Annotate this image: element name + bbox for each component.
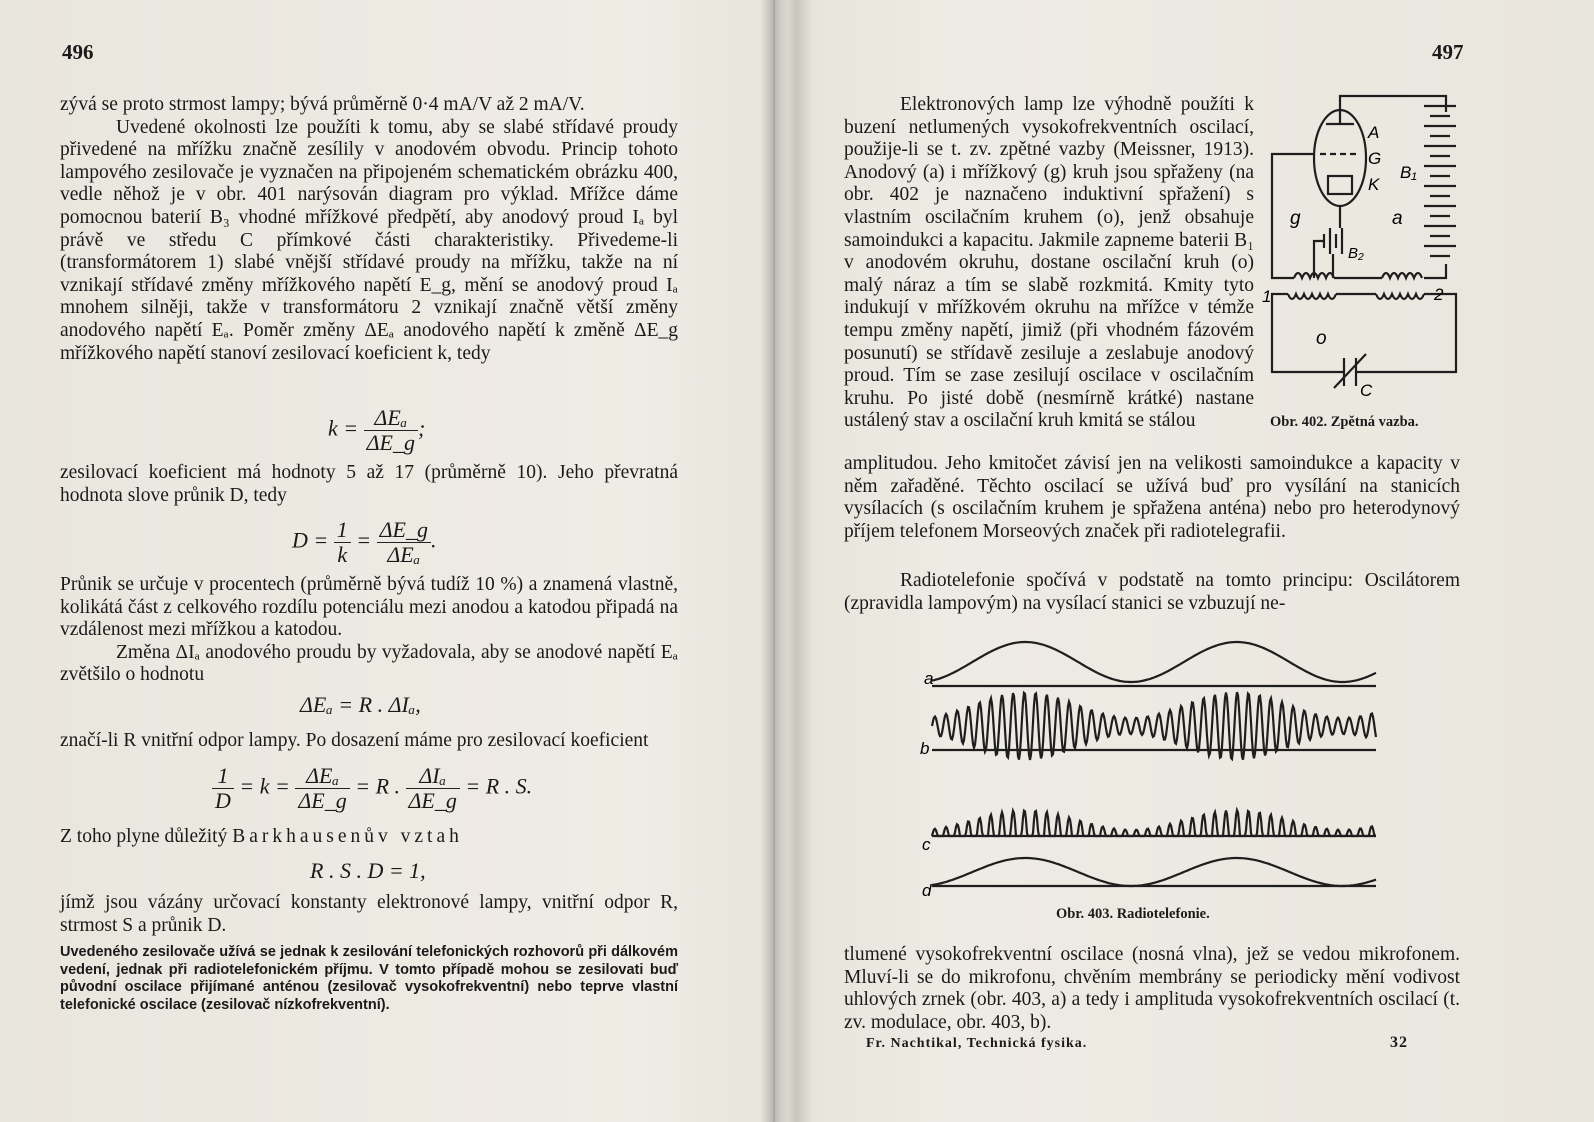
book-gutter bbox=[760, 0, 788, 1122]
footer-sheet-number: 32 bbox=[1390, 1034, 1408, 1051]
label-o: o bbox=[1316, 328, 1327, 349]
wave-label-d: d bbox=[922, 881, 932, 900]
label-a: a bbox=[1392, 208, 1403, 229]
wave-label-a: a bbox=[924, 669, 934, 688]
figure-402-circuit bbox=[1264, 88, 1464, 404]
right-page bbox=[788, 0, 1594, 1122]
label-A: A bbox=[1368, 123, 1380, 142]
right-para-3: tlumené vysokofrekventní oscilace (nosná vlna), jež se vedou mikrofonem. Mluví-li se do mikrofonu, chvěním membrány se periodicky mění vodivost uhlových zrnek (obr. 403, a) a tedy i amplituda vysokofrekventních oscilací (t. zv. modulace, obr. 403, b). bbox=[844, 944, 1460, 1033]
formula-D: D = $\frac{1}{k}$ = $\frac{\Delta E\_g}{\text{ΔEₐ}}$ . bbox=[292, 517, 437, 567]
figure-402-caption: Obr. 402. Zpětná vazba. bbox=[1270, 414, 1419, 430]
left-para-1: zývá se proto strmost lampy; bývá průměrně 0·4 mA/V až 2 mA/V. bbox=[60, 94, 585, 115]
label-C: C bbox=[1360, 381, 1373, 400]
formula-delta-E: ΔEₐ = R . ΔIₐ, bbox=[300, 692, 421, 717]
page-number-right: 497 bbox=[1432, 40, 1464, 64]
right-para-1-cont: amplitudou. Jeho kmitočet závisí jen na velikosti samoindukce a kapacity v něm zařaděné. Těchto oscilací se užívá buď pro vysílání na stanicích vysílacích (s oscilačním kruhem je spřažena anténa) nebo pro heterodynový příjem telefonem Morseových značek při radiotelegrafii. bbox=[844, 453, 1460, 542]
left-para-8: jímž jsou vázány určovací konstanty elektronové lampy, vnitřní odpor R, strmost S a průnik D. bbox=[60, 892, 678, 936]
left-para-2: Uvedené okolnosti lze použíti k tomu, aby se slabé střídavé proudy přivedené na mřížku značně zesílily v anodovém obvodu. Princip tohoto lampového zesilovače je vyznačen na připojeném schematickém obrázku 400, vedle něhož je v obr. 401 narýsován diagram pro výklad. Mřížce dáme pomocnou baterií B₃ vhodné mřížkové předpětí, aby anodový proud Iₐ byl právě ve středu C přímkové části charakteristiky. Přivedeme-li (transformátorem 1) slabé vnější střídavé proudy na mřížku, takže na ní vznikají střídavé změny mřížkového napětí E_g, mění se anodový proud Iₐ mnohem silněji, takže v transformátoru 2 vznikají značně větší změny anodového napětí Eₐ. Poměr změny ΔEₐ anodového napětí k změně ΔE_g mřížkového napětí stanoví zesilovací koeficient k, tedy bbox=[60, 116, 678, 364]
label-B2: B₂ bbox=[1348, 245, 1364, 262]
label-1: 1 bbox=[1262, 287, 1272, 306]
figure-403-caption: Obr. 403. Radiotelefonie. bbox=[1056, 906, 1210, 922]
left-para-6: značí-li R vnitřní odpor lampy. Po dosazení máme pro zesilovací koeficient bbox=[60, 730, 649, 751]
label-K: K bbox=[1368, 175, 1380, 194]
left-para-3: zesilovací koeficient má hodnoty 5 až 17 (průměrně 10). Jeho převratná hodnota slove průnik D, tedy bbox=[60, 462, 678, 506]
right-para-2: Radiotelefonie spočívá v podstatě na tomto principu: Oscilátorem (zpravidla lampovým) na vysílací stanici se vzbuzují ne- bbox=[844, 570, 1460, 614]
label-g: g bbox=[1290, 208, 1301, 229]
left-text-block-1 bbox=[60, 94, 678, 365]
left-smallprint: Uvedeného zesilovače užívá se jednak k zesilování telefonických rozhovorů při dálkovém vedení, jednak při radiotelefonickém příjmu. V tomto případě mohou se zesilovati buď původní oscilace přijímané anténou (zesilovač vysokofrekventní) nebo teprve vlastní telefonické oscilace (zesilovač nízkofrekventní). bbox=[60, 944, 678, 1013]
label-G: G bbox=[1368, 149, 1382, 168]
formula-k: k = $\frac{\text{ΔEₐ}}{\Delta E\_g}$ ; bbox=[328, 405, 426, 455]
left-para-4: Průnik se určuje v procentech (průměrně bývá tudíž 10 %) a znamená vlastně, kolikátá část z celkového rozdílu potenciálu mezi anodou a katodou připadá na vzdálenost mezi mřížkou a katodou. bbox=[60, 574, 678, 641]
label-2: 2 bbox=[1434, 285, 1444, 304]
formula-chain: $\frac{1}{D}$ = k = $\frac{\text{ΔEₐ}}{\Delta E\_g}$ = R . $\frac{\text{ΔIₐ}}{\Delta E\_g}$ = R . S. bbox=[212, 764, 532, 813]
wave-label-c: c bbox=[922, 835, 931, 854]
left-text-block-2 bbox=[60, 574, 678, 687]
waveform-c bbox=[932, 810, 1376, 836]
label-B1: B₁ bbox=[1400, 163, 1417, 182]
figure-403-waveforms bbox=[920, 628, 1384, 900]
page-number-left: 496 bbox=[62, 40, 94, 64]
right-para-1: Elektronových lamp lze výhodně použíti k buzení netlumených vysokofrekventních oscilací, použije-li se t. zv. zpětné vazby (Meissner, 1913). Anodový (a) i mřížkový (g) kruh jsou spřaženy (na obr. 402 je naznačeno induktivní spřažení) s vlastním oscilačním kruhem (o), jenž obsahuje samoindukci a kapacitu. Jakmile zapneme baterii B₁ v anodovém okruhu, dostane oscilační kruh (o) malý náraz a tím se slabě rozkmitá. Kmity tyto indukují v mřížkovém okruhu na mřížce v témže tempu změny napětí, jimiž (při vhodném fázovém posunutí) se střídavě zesiluje a zeslabuje anodový proud. Tím se zase zesilují oscilace v oscilačním kruhu. Po jisté době (nesmírně krátké) nastane ustálený stav a oscilační kruh kmitá se stálou bbox=[844, 94, 1254, 432]
left-para-5: Změna ΔIₐ anodového proudu by vyžadovala, aby se anodové napětí Eₐ zvětšilo o hodnotu bbox=[60, 641, 678, 686]
wave-label-b: b bbox=[920, 739, 930, 758]
left-page bbox=[0, 0, 760, 1122]
waveform-d bbox=[932, 858, 1376, 886]
waveform-a bbox=[932, 642, 1376, 682]
left-para-7: Z toho plyne důležitý Barkhausenův vztah bbox=[60, 826, 463, 847]
formula-RSD: R . S . D = 1, bbox=[310, 858, 426, 883]
footer-publisher: Fr. Nachtikal, Technická fysika. bbox=[866, 1036, 1088, 1051]
